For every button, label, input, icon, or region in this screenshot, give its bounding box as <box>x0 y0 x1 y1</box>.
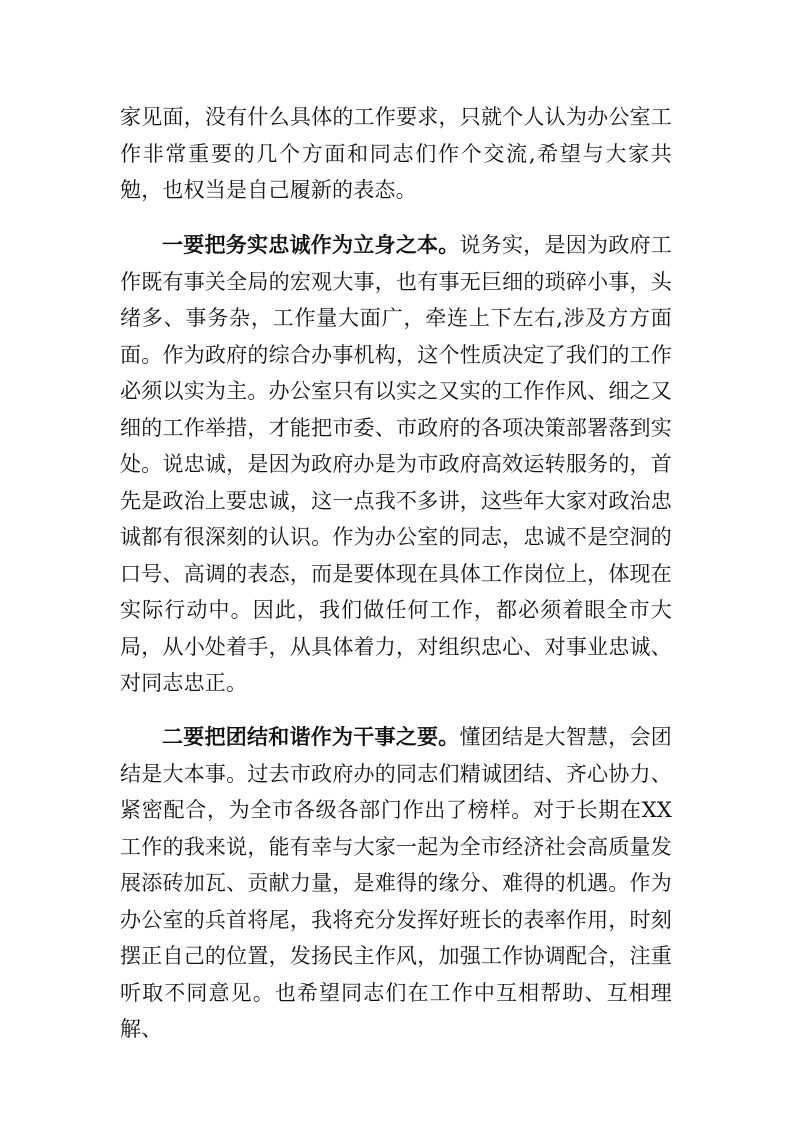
paragraph-text: 懂团结是大智慧，会团结是大本事。过去市政府办的同志们精诚团结、齐心协力、紧密配合，为全市各级各部门作出了榜样。对于长期在XX工作的我来说，能有幸与大家一起为全市经济社会高质量发展添砖加瓦、贡献力量，是难得的缘分、难得的机遇。作为办公室的兵首将尾，我将充分发挥好班长的表率作用，时刻摆正自己的位置，发扬民主作风，加强工作协调配合，注重听取不同意见。也希望同志们在工作中互相帮助、互相理解、 <box>120 725 672 1041</box>
paragraph-body <box>120 719 672 1048</box>
paragraph-unity-harmony <box>120 719 672 1048</box>
paragraph-heading: 二要把团结和谐作为干事之要。 <box>162 724 460 749</box>
paragraph-continuation <box>120 99 672 209</box>
paragraph-body <box>120 227 672 702</box>
paragraph-heading: 一要把务实忠诚作为立身之本。 <box>162 232 460 257</box>
paragraph-text: 说务实，是因为政府工作既有事关全局的宏观大事，也有事无巨细的琐碎小事，头绪多、事务杂，工作量大面广，牵连上下左右,涉及方方面面。作为政府的综合办事机构，这个性质决定了我们的工作必须以实为主。办公室只有以实之又实的工作作风、细之又细的工作举措，才能把市委、市政府的各项决策部署落到实处。说忠诚，是因为政府办是为市政府高效运转服务的，首先是政治上要忠诚，这一点我不多讲，这些年大家对政治忠诚都有很深刻的认识。作为办公室的同志，忠诚不是空洞的口号、高调的表态，而是要体现在具体工作岗位上，体现在实际行动中。因此，我们做任何工作，都必须着眼全市大局，从小处着手，从具体着力，对组织忠心、对事业忠诚、对同志忠正。 <box>120 233 672 695</box>
paragraph-text: 家见面，没有什么具体的工作要求，只就个人认为办公室工作非常重要的几个方面和同志们作个交流,希望与大家共勉，也权当是自己履新的表态。 <box>120 105 672 202</box>
paragraph-pragmatic-loyalty <box>120 227 672 702</box>
